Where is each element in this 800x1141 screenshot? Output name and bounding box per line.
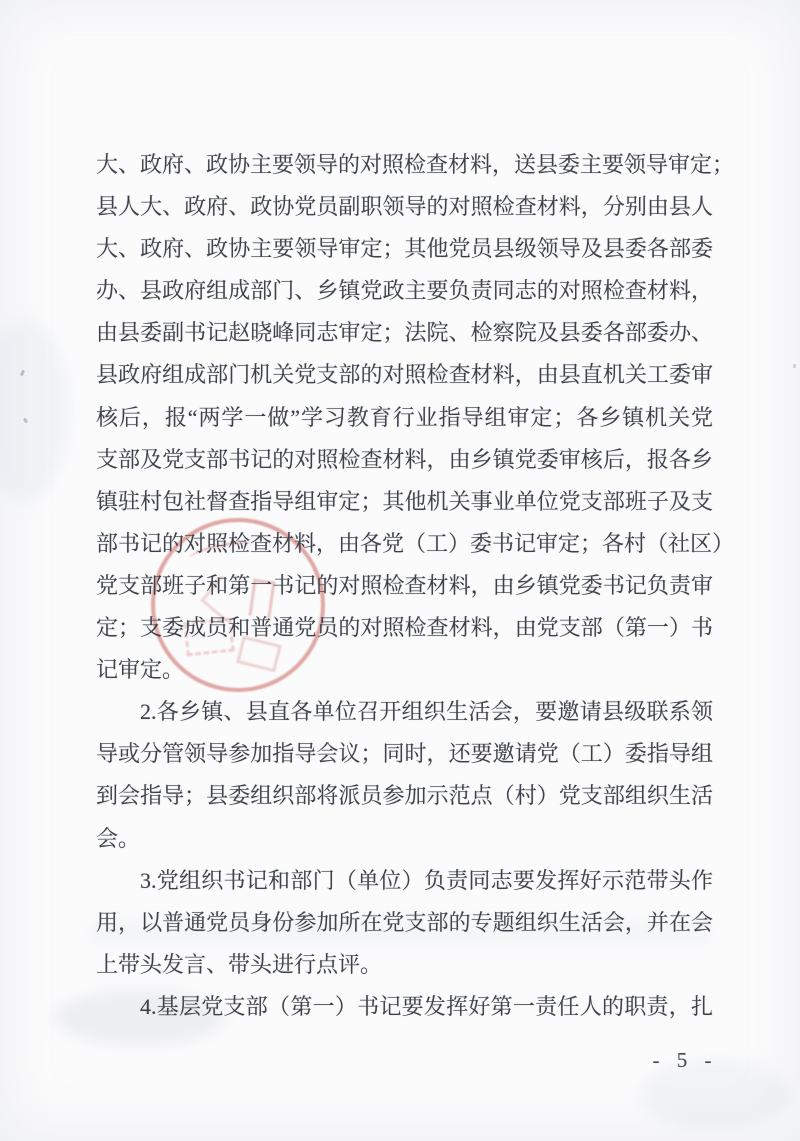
scan-speck	[20, 370, 25, 377]
text-line: 县人大、政府、政协党员副职领导的对照检查材料，分别由县人	[96, 194, 713, 220]
text-line: 支部及党支部书记的对照检查材料，由乡镇党委审核后，报各乡	[96, 446, 713, 472]
page-number: - 5 -	[652, 1048, 718, 1072]
text-line: 镇驻村包社督查指导组审定；其他机关事业单位党支部班子及支	[96, 488, 713, 514]
text-line: 导或分管领导参加指导会议；同时，还要邀请党（工）委指导组	[96, 741, 713, 767]
text-line: 记审定。	[96, 657, 185, 683]
scan-speck	[793, 364, 796, 368]
document-body	[96, 144, 735, 1028]
text-line: 党支部班子和第一书记的对照检查材料，由乡镇党委书记负责审	[96, 572, 713, 598]
text-line: 会。	[96, 825, 141, 851]
scan-smudge	[0, 320, 70, 500]
text-line: 用，以普通党员身份参加所在党支部的专题组织生活会，并在会	[96, 909, 713, 935]
text-line: 大、政府、政协主要领导的对照检查材料，送县委主要领导审定；	[96, 152, 735, 177]
text-line: 由县委副书记赵晓峰同志审定；法院、检察院及县委各部委办、	[96, 320, 713, 346]
text-line: 到会指导；县委组织部将派员参加示范点（村）党支部组织生活	[96, 783, 713, 809]
text-line: 3.党组织书记和部门（单位）负责同志要发挥好示范带头作	[140, 867, 713, 893]
text-line: 县政府组成部门机关党支部的对照检查材料，由县直机关工委审	[96, 362, 713, 388]
text-line: 4.基层党支部（第一）书记要发挥好第一责任人的职责，扎	[140, 993, 713, 1019]
scan-speck	[23, 418, 28, 424]
text-line: 定；支委成员和普通党员的对照检查材料，由党支部（第一）书	[96, 615, 713, 641]
text-line: 核后，报“两学一做”学习教育行业指导组审定；各乡镇机关党	[96, 404, 714, 430]
text-line: 大、政府、政协主要领导审定；其他党员县级领导及县委各部委	[96, 236, 713, 262]
text-line: 上带头发言、带头进行点评。	[96, 951, 383, 977]
text-line: 办、县政府组成部门、乡镇党政主要负责同志的对照检查材料，	[96, 278, 713, 304]
text-line: 部书记的对照检查材料，由各党（工）委书记审定；各村（社区）	[96, 530, 735, 556]
text-line: 2.各乡镇、县直各单位召开组织生活会，要邀请县级联系领	[140, 699, 713, 725]
